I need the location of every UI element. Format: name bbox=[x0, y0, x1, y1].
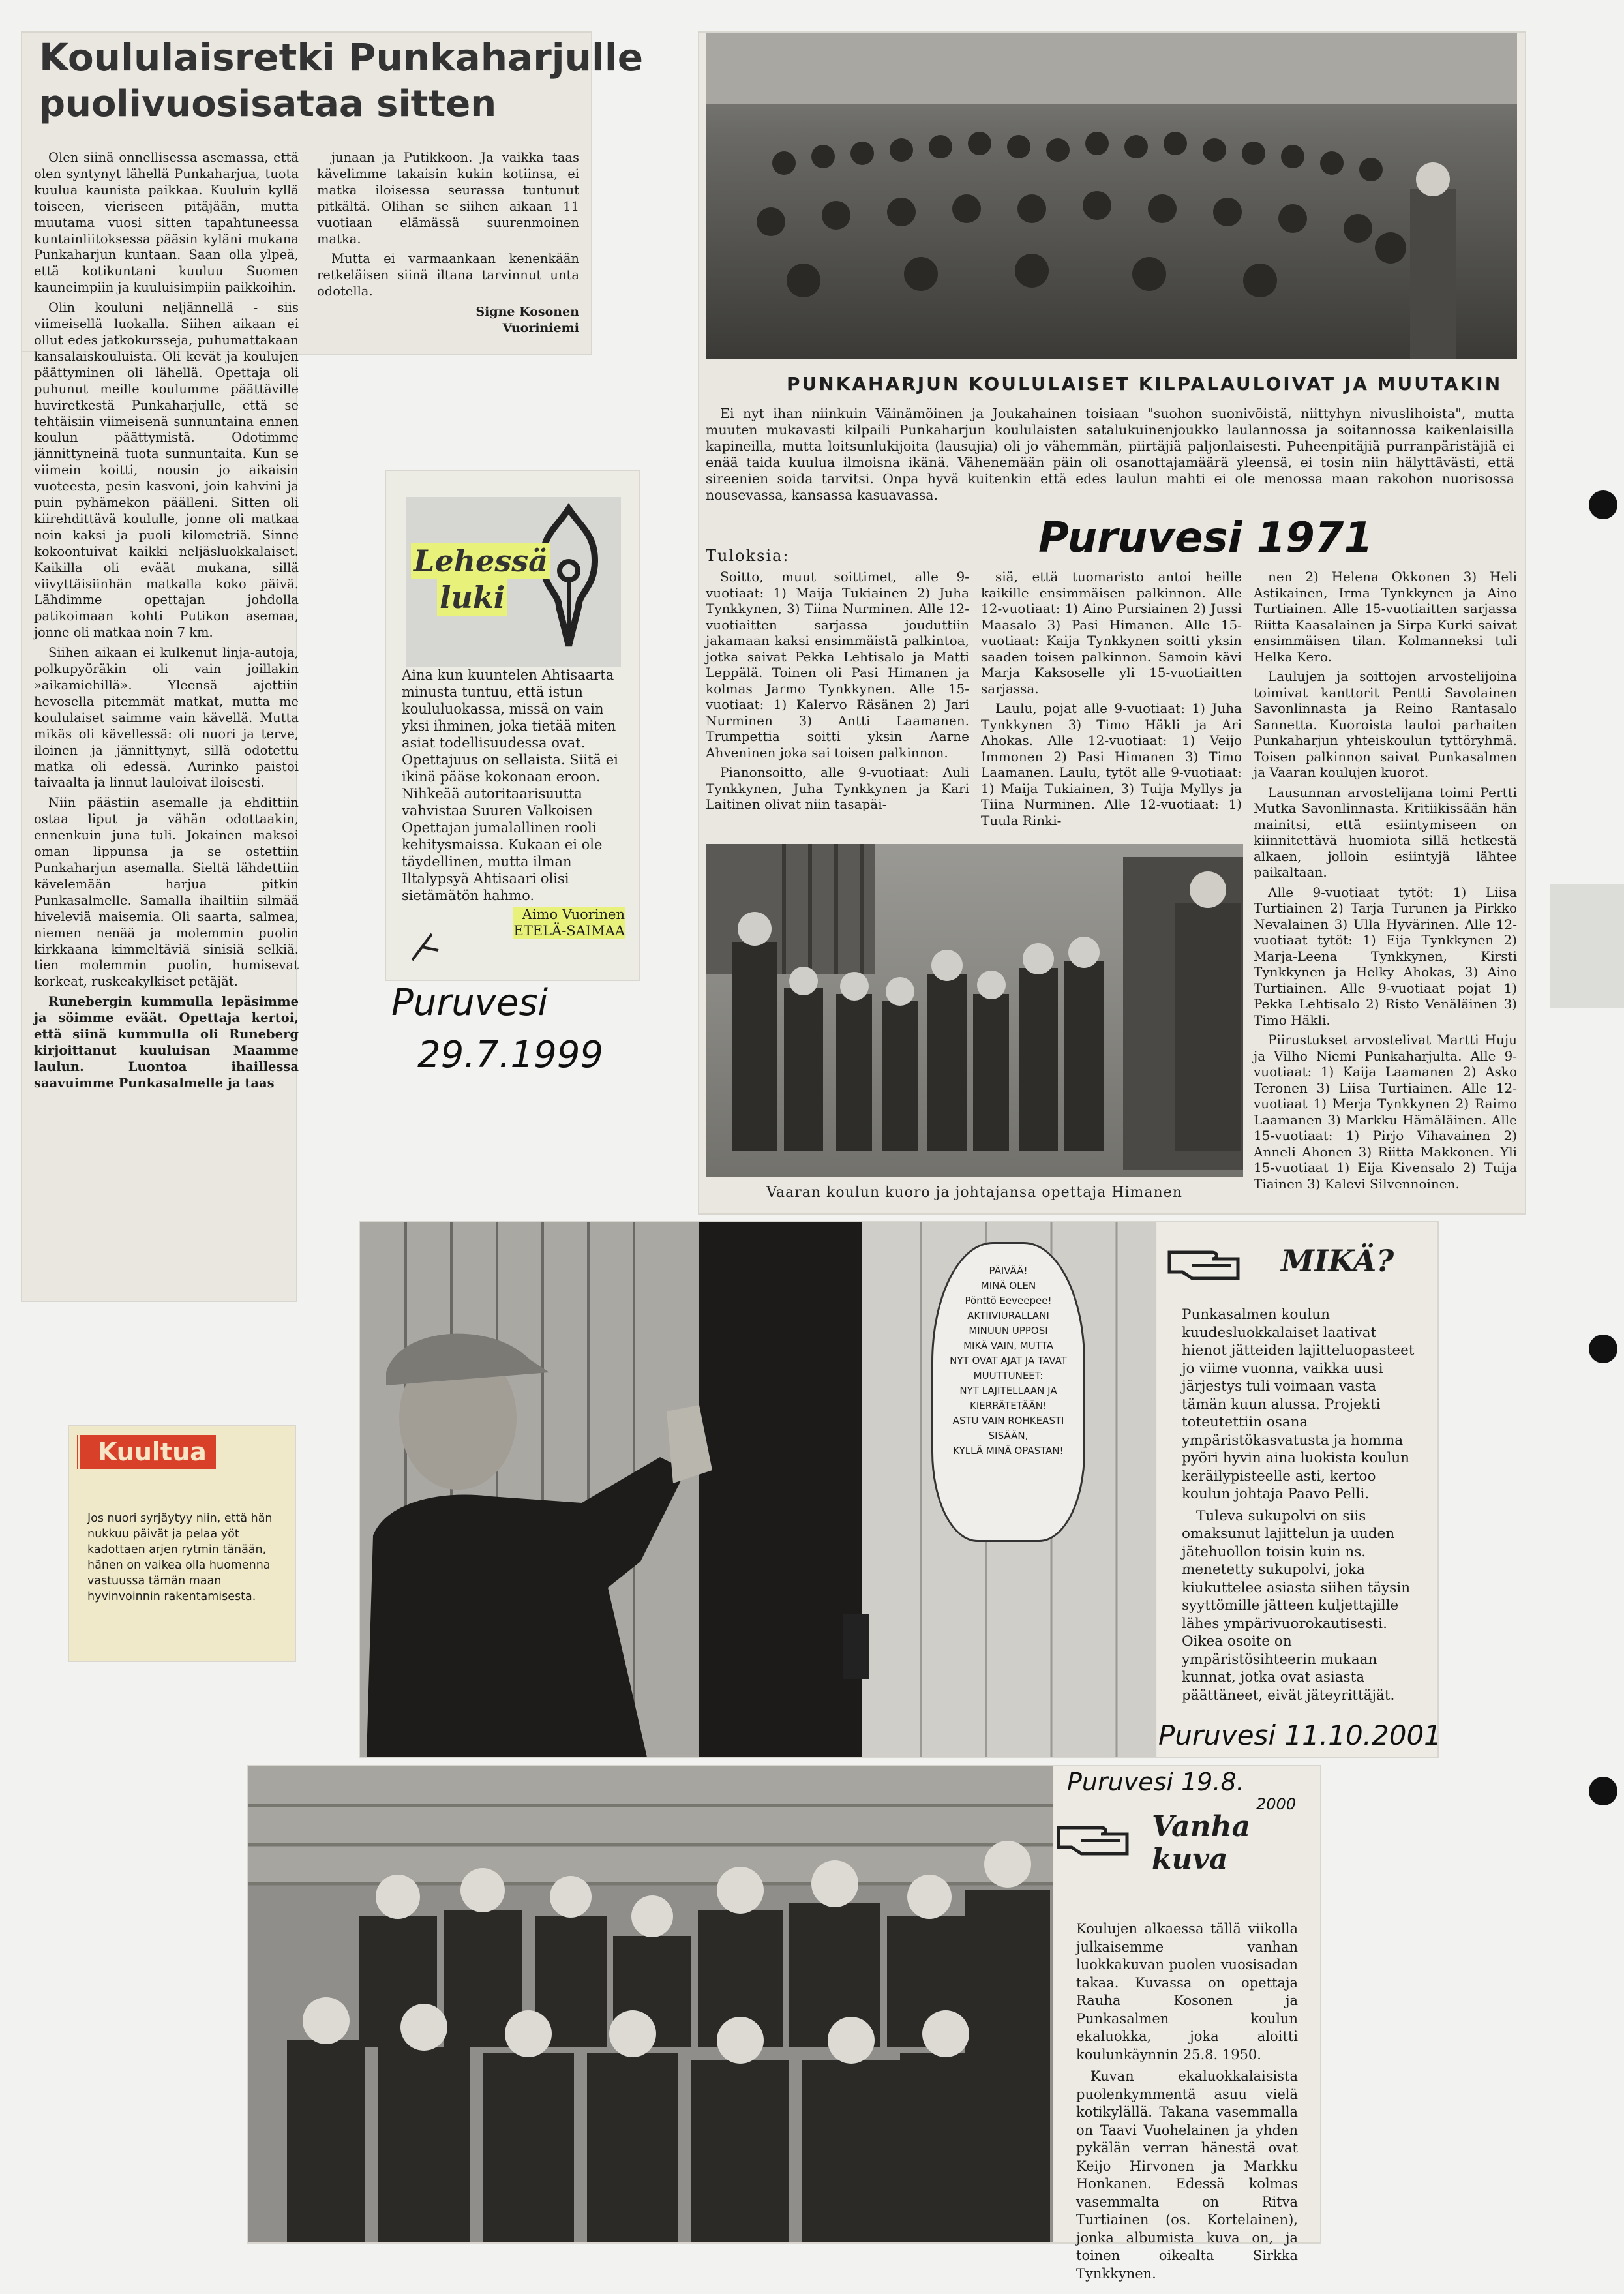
paragraph: nen 2) Helena Okkonen 3) Heli Astikainen, Irma Tynkkynen ja Aino Turtiainen. Alle 15-vuotiaitten sarjassa Riitta Kaasalainen ja Sirpa Kurki saivat ensimmäisen tilan. Kolmanneksi tuli Helka Kero. bbox=[1254, 569, 1517, 665]
lehessa-author: Aimo Vuorinen bbox=[513, 907, 625, 923]
mika-handwritten: Puruvesi 11.10.2001 bbox=[1158, 1719, 1441, 1751]
binder-hole bbox=[1589, 1335, 1617, 1363]
paragraph: Lausunnan arvostelijana toimi Pertti Mutka Savonlinnasta. Kritiikissään hän mainitsi, että esiintymiseen on kiinnitettävä huomiota sillä hetkestä alkaen, jolloin esiintyjä lähtee paikaltaan. bbox=[1254, 784, 1517, 880]
lehessa-byline bbox=[513, 907, 625, 939]
photo-choir bbox=[706, 844, 1243, 1209]
paragraph: Piirustukset arvostelivat Martti Huju ja Vilho Niemi Punkaharjulta. Alle 9-vuotiaat: 1) Kaija Laamanen 2) Asko Teronen 3) Liisa Turtiainen. Alle 12-vuotiaat 1) Merja Tynkkynen 2) Raimo Laamanen 3) Markku Hämäläinen. Alle 15-vuotiaat: 1) Pirjo Vihavainen 2) Anneli Ahonen 3) Riitta Makkonen. Yli 15-vuotiaat 1) Eija Kivensalo 2) Tuija Tiainen 3) Kalevi Silvennoinen. bbox=[1254, 1032, 1517, 1192]
paragraph: Koulujen alkaessa tällä viikolla julkaisemme vanhan luokkakuvan puolen vuosisadan takaa. Kuvassa on opettaja Rauha Kosonen ja Punkasalmen koulun ekaluokka, joka aloitti koulunkäynnin 25.8. 1950. bbox=[1076, 1921, 1298, 2062]
paragraph: Kuvan ekaluokkalaisista puolenkymmentä asuu vielä kotikylällä. Takana vasemmalla on Taavi Vuohelainen ja yhden pykälän verran hänestä ovat Keijo Hirvonen ja Markku Honkanen. Edessä kolmas vasemmalta on Ritva Turtiainen (os. Kortelainen), jonka albumista kuva on, ja toinen oikealta Sirkka Tynkkynen. bbox=[1076, 2068, 1298, 2282]
pointing-hand-icon bbox=[1055, 1815, 1140, 1860]
poster-line: AKTIIVIURALLANI bbox=[967, 1310, 1049, 1321]
vanha-handwritten-year: 2000 bbox=[1256, 1795, 1297, 1813]
results-column-3 bbox=[1254, 569, 1517, 1196]
paragraph: junaan ja Putikkoon. Ja vaikka taas kävelimme takaisin kukin kotiinsa, ei matka iloisessa seurassa tuntunut pitkältä. Olihan se siihen aikaan 11 vuotiaan elämässä suurenmoinen matka. bbox=[317, 150, 579, 247]
vanha-body bbox=[1076, 1920, 1298, 2287]
kuultua-body: Jos nuori syrjäytyy niin, että hän nukkuu päivät ja pelaa yöt kadottaen arjen rytmin tänään, hänen on vaikea olla huomenna vastuussa tämän maan hyvinvoinnin rakentamisesta. bbox=[87, 1512, 273, 1603]
lehessa-paper: ETELÄ-SAIMAA bbox=[513, 923, 625, 939]
vanha-title-line-1: Vanha bbox=[1152, 1810, 1251, 1843]
poster-line: NYT OVAT AJAT JA TAVAT bbox=[950, 1355, 1067, 1366]
paragraph: Runebergin kummulla lepäsimme ja söimme eväät. Opettaja kertoi, että siinä kummulla oli Runeberg kirjoittanut kuuluisan Maamme laulun. Luontoa ihaillessa saavuimme Punkasalmelle ja taas bbox=[34, 994, 299, 1091]
results-column-2 bbox=[981, 569, 1242, 832]
lehessa-title bbox=[411, 543, 550, 616]
poster-line: Pönttö Eeveepee! bbox=[965, 1295, 1052, 1306]
paragraph: Siihen aikaan ei kulkenut linja-autoja, polkupyöräkin oli vain joillakin »aikamiehillä». Yleensä ajettiin hevosella pitemmät matkat, mutta me koululaiset saimme vain kävellä. Mutta mikäs oli kävellessä: oli nuori ja terve, iloinen ja jännittynyt, sillä odotettu matka oli edessä. Aurinko paistoi taivaalta ja linnut lauloivat iloisesti. bbox=[34, 645, 299, 791]
article-punkaharju bbox=[699, 33, 1525, 1213]
vanha-title-line-2: kuva bbox=[1152, 1843, 1228, 1876]
lehessa-body: Aina kun kuuntelen Ahtisaarta minusta tuntuu, että istun koululuokassa, missä on vain yksi ihminen, joka tietää miten asiat todellisuudessa ovat. Opettajuus on sellaista. Siitä ei ikinä pääse kokonaan eroon. Nihkeää autoritaarisuutta vahvistaa Suuren Valkoisen Opettajan jumalallinen rooli kehitysmaissa. Kukaan ei ole täydellinen, mutta ilman Iltalypsyä Ahtisaari olisi sietämätön hahmo. bbox=[402, 667, 618, 903]
kuultua-label: Kuultua bbox=[76, 1435, 216, 1469]
paragraph: Alle 9-vuotiaat tytöt: 1) Liisa Turtiainen 2) Tarja Turunen ja Pirkko Nevalainen 3) Ulla Hyvärinen. Alle 12-vuotiaat tytöt: 1) Eija Tynkkynen 2) Marja-Leena Tynkkynen, Kirsti Tynkkynen ja Helky Ahokas, 3) Aino Turtiainen. Alle 9-vuotiaat pojat 1) Pekka Lehtisalo 2) Risto Venäläinen 3) Timo Häkli. bbox=[1254, 884, 1517, 1028]
mika-text-panel bbox=[1157, 1222, 1437, 1757]
auditorium-image bbox=[706, 33, 1517, 359]
paragraph: Pianonsoitto, alle 9-vuotiaat: Auli Tynkkynen, Juha Tynkkynen ja Kari Laitinen olivat niin tasapäi- bbox=[706, 764, 969, 812]
paragraph: Laulujen ja soittojen arvostelijoina toimivat kanttorit Pentti Savolainen Savonlinnasta ja Reino Rantasalo Sannetta. Kuoroista lauloi parhaiten Punkaharjun yhteiskoulun tyttöryhmä. Toisen palkinnon saivat Punkasalmen ja Vaaran koulujen kuorot. bbox=[1254, 669, 1517, 780]
page-edge-tab bbox=[1550, 884, 1624, 1008]
paragraph: Olen siinä onnellisessa asemassa, että olen syntynyt lähellä Punkaharjua, tuota kuulua kaunista paikkaa. Kuuluin kyllä toiseen, vieriseen pitäjään, mutta muutama vuosi sitten tapahtuneessa kuntainliitoksessa pääsin kyläni mukana Punkaharjun kuntaan. Saan olla ylpeä, että kotikuntani kuuluu Suomen kauneimpiin ja kuuluisimpiin paikkoihin. bbox=[34, 150, 299, 295]
handwritten-source: Puruvesi bbox=[391, 982, 549, 1024]
class-photo-image bbox=[248, 1766, 1053, 2242]
paragraph: Niin päästiin asemalle ja ehdittiin ostaa liput ja vähän odottaakin, ennenkuin juna tuli. Jokainen maksoi oman lippunsa ja se ostettiin Punkaharjun asemalla. Sieltä lähdettiin kävelemään harjua pitkin Punkasalmelle. Samalla ihailtiin silmää hiveleviä maisemia. Oli saarta, salmea, niemen nenää ja molemmin puolin kirkkaana kimmeltäviä sinisiä selkiä. tien molemmin puolin, humisevat korkeat, ruskeakylkiset petäjät. bbox=[34, 795, 299, 989]
vanha-kuva-clipping bbox=[248, 1766, 1320, 2282]
vanha-handwritten: Puruvesi 19.8. bbox=[1067, 1768, 1244, 1796]
paragraph: Punkasalmen koulun kuudesluokkalaiset laativat hienot jätteiden lajitteluopasteet jo viime vuonna, vaikka uusi järjestys tuli voimaan vasta tämän kuun alussa. Projekti toteutettiin osana ympäristökasvatusta ja homma pyöri hyvin aina luokista koulun keräilypisteelle asti, kertoo koulun johtaja Paavo Pelli. bbox=[1182, 1306, 1415, 1502]
article2-headline: PUNKAHARJUN KOULULAISET KILPALAULOIVAT JA MUUTAKIN bbox=[787, 373, 1503, 395]
signature bbox=[317, 304, 579, 337]
title-line-2: puolivuosisataa sitten bbox=[39, 83, 497, 125]
photo-auditorium bbox=[706, 33, 1517, 359]
mika-body bbox=[1182, 1306, 1418, 1708]
pen-logo-icon bbox=[406, 928, 445, 967]
paragraph: Laulu, pojat alle 9-vuotiaat: 1) Juha Tynkkynen 3) Timo Häkli ja Ari Ahokas. Alle 12-vuotiaat: 1) Veijo Immonen 2) Pasi Himanen 3) Timo Laamanen. Laulu, tytöt alle 9-vuotiaat: 1) Maija Tukiainen, 3) Tuija Myllys ja Tiina Nurminen. Alle 12-vuotiaat: 1) Tuula Rinki- bbox=[981, 701, 1242, 828]
signature-name: Signe Kosonen bbox=[475, 305, 579, 320]
article-column-1 bbox=[34, 150, 299, 1298]
lehessa-title-line-2: luki bbox=[437, 579, 507, 616]
vanha-text-panel bbox=[1054, 1766, 1320, 2282]
signature-place: Vuoriniemi bbox=[502, 321, 579, 336]
poster-line: MINÄ OLEN bbox=[980, 1280, 1036, 1291]
vanha-title bbox=[1152, 1811, 1250, 1876]
article-title bbox=[39, 34, 643, 128]
photo-recycling-bin bbox=[360, 1222, 1156, 1757]
handwritten-date: 29.7.1999 bbox=[417, 1034, 604, 1076]
paragraph: Soitto, muut soittimet, alle 9-vuotiaat: 1) Maija Tukiainen 2) Juha Tynkkynen, 3) Tiina Nurminen. Alle 12-vuotiaitten sarjassa jouduttiin jakamaan kaksi ensimmäistä palkintoa, jotka saivat Pekka Lehtisalo ja Matti Leppälä. Toinen oli Pasi Himanen ja kolmas Jarmo Tynkkynen. Alle 15-vuotiaat: 1) Kalervo Räsänen 2) Jari Nurminen 3) Antti Laamanen. Trumpettia soitti yksin Aarne Ahveninen joka sai toisen palkinnon. bbox=[706, 569, 969, 761]
photo-class-1950 bbox=[248, 1766, 1053, 2242]
article-column-2 bbox=[317, 150, 579, 346]
poster bbox=[931, 1242, 1085, 1542]
choir-caption: Vaaran koulun kuoro ja johtajansa opettaja Himanen bbox=[706, 1177, 1243, 1209]
poster-line: NYT LAJITELLAAN JA bbox=[959, 1385, 1057, 1396]
poster-line: MUUTTUNEET: bbox=[973, 1370, 1044, 1381]
title-line-1: Koululaisretki Punkaharjulle bbox=[39, 35, 644, 80]
paragraph: Tuleva sukupolvi on siis omaksunut lajittelun ja uuden jätehuollon toisin kuin ns. menetetty sukupolvi, joka kiukuttelee asiasta siihen täysin syyttömille jätteen kuljettajille lähes ympärivuorokautisesti. Oikea osoite on ympäristösihteerin mukaan kunnat, jotka ovat asiasta päättäneet, eivät jäteyrittäjät. bbox=[1182, 1507, 1411, 1704]
paragraph: siä, että tuomaristo antoi heille kaikille ensimmäisen palkinnon. Alle 12-vuotiaat: 1) Aino Pursiainen 2) Jussi Maasalo 3) Pasi Himanen. Alle 15-vuotiaat: Kaija Tynkkynen soitti yksin saaden toisen palkinnon. Samoin kävi Marja Kaksoselle yli 15-vuotiaitten sarjassa. bbox=[981, 569, 1242, 697]
lehessa-title-line-1: Lehessä bbox=[411, 543, 550, 579]
lehessa-header bbox=[406, 497, 621, 667]
poster-line: SISÄÄN, bbox=[988, 1430, 1029, 1441]
paragraph: Mutta ei varmaankaan kenenkään retkeläisen siinä iltana tarvinnut unta odotella. bbox=[317, 251, 579, 299]
results-column-1 bbox=[706, 569, 969, 817]
binder-hole bbox=[1589, 490, 1617, 519]
article2-handwritten: Puruvesi 1971 bbox=[1038, 514, 1373, 562]
kuultua-clipping bbox=[69, 1426, 295, 1661]
article2-intro: Ei nyt ihan niinkuin Väinämöinen ja Joukahainen toisiaan "suohon suonivöistä, niittyhyn nivuslihoista", mutta muuten mukavasti kilpaili Punkaharjun koululaisten satalukuinenjoukko laulannossa ja soitannossa kaikenlaisilla kapineilla, mutta loitsunlukijoita (lausujia) oli jo vähemmän, piirtäjiä paljonlaisesti. Puheenpitäjiä purranpäristäjiä ei enää taida kuulua ilmoisna ikänä. Vähenemään päin oli osanottajamäärä yleensä, ei tosin niin hälyttävästi, että sireenien soida tarvitsi. Onpa hyvä kuitenkin että edes laulun mahti ei ole menossa maan rakohon nuorisossa nousevassa, kansassa kasuavassa. bbox=[706, 406, 1514, 503]
poster-line: KYLLÄ MINÄ OPASTAN! bbox=[953, 1445, 1064, 1456]
lehessa-luki-clipping bbox=[386, 471, 639, 980]
poster-line: KIERRÄTETÄÄN! bbox=[970, 1400, 1047, 1411]
binder-hole bbox=[1589, 1777, 1617, 1805]
pointing-hand-icon bbox=[1166, 1239, 1251, 1285]
poster-line: MINUUN UPPOSI bbox=[969, 1325, 1048, 1336]
poster-line: MIKÄ VAIN, MUTTA bbox=[963, 1340, 1053, 1351]
paragraph: Olin kouluni neljännellä - siis viimeisellä luokalla. Siihen aikaan ei ollut edes jatkokursseja, puhumattakaan kansalaiskouluista. Oli kevät ja koulujen päättyminen oli lähellä. Opettaja oli puhunut meille koulumme päättäville huviretkestä Punkaharjulle, että se tehtäisiin viimeisenä sunnuntaina ennen koulun päättymistä. Odotimme jännittyneinä tuota sunnuntaita. Kun se viimein koitti, nousin jo aikaisin vuoteesta, pesin kasvoni, join kahvini ja puin pyhämekon päälleni. Sitten oli kiirehdittävä koululle, jonne oli matkaa noin kaksi ja puoli kilometriä. Sinne kokoontuivat kaikki neljäsluokkalaiset. Kaikilla oli eväät mukana, sillä viivyttäisiinhän matkalla koko päivä. Lähdimme opettajan johdolla patikoimaan kohti Putikon asemaa, jonne oli matkaa noin 7 km. bbox=[34, 300, 299, 641]
mika-clipping bbox=[360, 1222, 1437, 1757]
choir-image bbox=[706, 844, 1243, 1170]
mika-title: MIKÄ? bbox=[1281, 1243, 1394, 1278]
poster-line: PÄIVÄÄ! bbox=[989, 1265, 1028, 1276]
results-label: Tuloksia: bbox=[706, 547, 790, 565]
poster-line: ASTU VAIN ROHKEASTI bbox=[952, 1415, 1064, 1426]
